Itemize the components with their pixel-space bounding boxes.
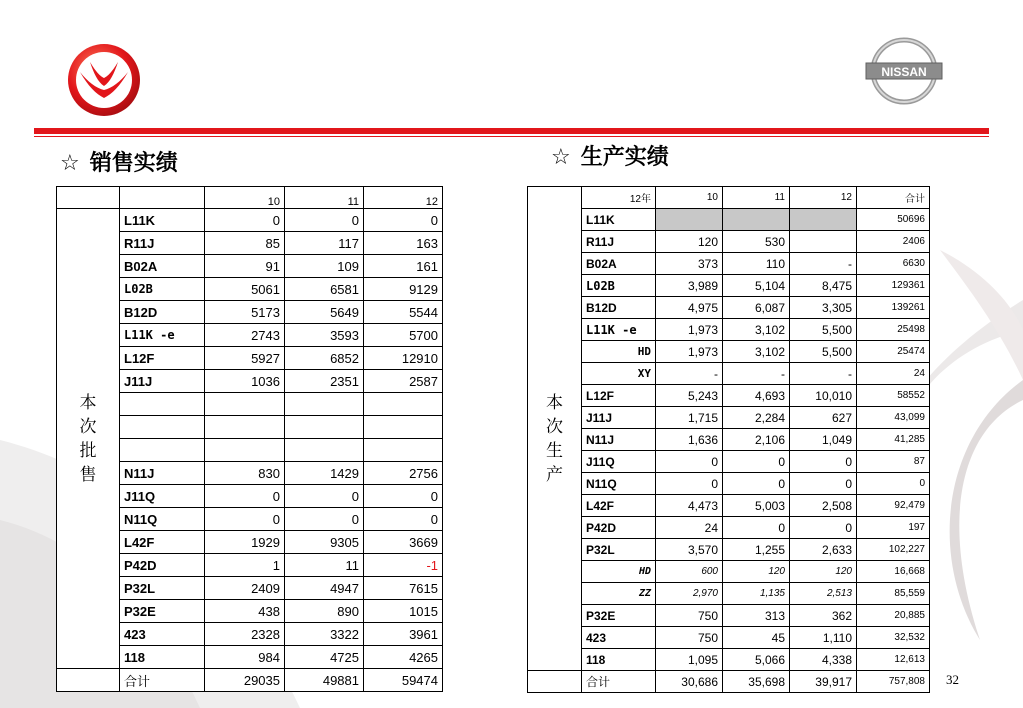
dongfeng-logo [66, 42, 142, 118]
value-cell: 59474 [364, 669, 443, 692]
value-cell: 2743 [205, 324, 285, 347]
table-row [528, 583, 930, 605]
value-cell [364, 416, 443, 439]
total-cell: 129361 [857, 275, 930, 297]
value-cell: 530 [723, 231, 790, 253]
value-cell: 91 [205, 255, 285, 278]
value-cell: 0 [205, 485, 285, 508]
total-cell: 16,668 [857, 561, 930, 583]
model-label: L11K -e [120, 324, 205, 347]
model-label: N11Q [120, 508, 205, 531]
value-cell: 0 [723, 451, 790, 473]
value-cell: 5,066 [723, 649, 790, 671]
value-cell: 4,975 [656, 297, 723, 319]
value-cell: 0 [656, 473, 723, 495]
header-cell [57, 187, 120, 209]
production-table [527, 186, 930, 693]
model-label: L42F [120, 531, 205, 554]
value-cell: 313 [723, 605, 790, 627]
model-label: L42F [582, 495, 656, 517]
value-cell [364, 439, 443, 462]
value-cell: 8,475 [790, 275, 857, 297]
table-row [528, 341, 930, 363]
table-row [528, 297, 930, 319]
value-cell: 1 [205, 554, 285, 577]
table-row [528, 561, 930, 583]
table-row [528, 319, 930, 341]
value-cell: 49881 [285, 669, 364, 692]
table-row [528, 473, 930, 495]
value-cell [205, 393, 285, 416]
value-cell: 750 [656, 627, 723, 649]
value-cell: 1,973 [656, 341, 723, 363]
nissan-logo [864, 36, 944, 106]
value-cell: 85 [205, 232, 285, 255]
value-cell: 2351 [285, 370, 364, 393]
value-cell: 110 [723, 253, 790, 275]
table-header-row [57, 187, 443, 209]
value-cell: 0 [285, 209, 364, 232]
header-red-rule [34, 128, 989, 134]
value-cell: 0 [723, 517, 790, 539]
header-cell: 12年 [582, 187, 656, 209]
side-label [528, 209, 582, 671]
value-cell [205, 439, 285, 462]
value-cell: 0 [205, 209, 285, 232]
table-row [528, 385, 930, 407]
value-cell: 2,970 [656, 583, 723, 605]
empty-cell [528, 187, 582, 209]
value-cell: 120 [790, 561, 857, 583]
value-cell: 0 [364, 209, 443, 232]
model-label: B12D [582, 297, 656, 319]
table-row [528, 429, 930, 451]
value-cell: 109 [285, 255, 364, 278]
value-cell: 3322 [285, 623, 364, 646]
side-label-char: 产 [546, 465, 563, 486]
model-label: L02B [582, 275, 656, 297]
header-cell: 10 [205, 187, 285, 209]
table-row [528, 363, 930, 385]
total-cell: 139261 [857, 297, 930, 319]
value-cell: 5649 [285, 301, 364, 324]
value-cell: 2,284 [723, 407, 790, 429]
table-row [528, 605, 930, 627]
value-cell: 4,473 [656, 495, 723, 517]
value-cell: 627 [790, 407, 857, 429]
model-label: 合计 [120, 669, 205, 692]
value-cell: 600 [656, 561, 723, 583]
side-label-char: 批 [79, 440, 97, 461]
model-label [120, 439, 205, 462]
total-cell: 50696 [857, 209, 930, 231]
value-cell: 163 [364, 232, 443, 255]
header-cell: 合计 [857, 187, 930, 209]
model-label: 423 [120, 623, 205, 646]
model-label: HD [582, 341, 656, 363]
model-label: P32L [120, 577, 205, 600]
table-row [528, 253, 930, 275]
value-cell: 24 [656, 517, 723, 539]
model-label: B02A [120, 255, 205, 278]
header-cell [120, 187, 205, 209]
value-cell: 5,003 [723, 495, 790, 517]
svg-text:NISSAN: NISSAN [881, 65, 927, 79]
value-cell: 0 [723, 473, 790, 495]
value-cell: 3,989 [656, 275, 723, 297]
value-cell: 4947 [285, 577, 364, 600]
model-label: L11K -e [582, 319, 656, 341]
header-cell: 11 [285, 187, 364, 209]
model-label: N11Q [582, 473, 656, 495]
side-label-char: 次 [546, 417, 563, 438]
total-cell: 197 [857, 517, 930, 539]
value-cell [723, 209, 790, 231]
value-cell: 5,243 [656, 385, 723, 407]
total-cell: 0 [857, 473, 930, 495]
value-cell: - [723, 363, 790, 385]
header-cell: 10 [656, 187, 723, 209]
side-label-char: 本 [79, 392, 97, 413]
total-cell: 92,479 [857, 495, 930, 517]
value-cell: 5544 [364, 301, 443, 324]
header-cell: 12 [364, 187, 443, 209]
value-cell: 0 [285, 485, 364, 508]
total-cell: 12,613 [857, 649, 930, 671]
value-cell: 3961 [364, 623, 443, 646]
model-label: ZZ [582, 583, 656, 605]
value-cell: 3669 [364, 531, 443, 554]
value-cell: 0 [790, 517, 857, 539]
value-cell: 0 [656, 451, 723, 473]
value-cell: 0 [285, 508, 364, 531]
value-cell: 0 [790, 473, 857, 495]
value-cell: 1,715 [656, 407, 723, 429]
value-cell: 362 [790, 605, 857, 627]
model-label: L12F [120, 347, 205, 370]
value-cell [790, 231, 857, 253]
header-cell: 11 [723, 187, 790, 209]
table-row [528, 209, 930, 231]
value-cell: 0 [205, 508, 285, 531]
value-cell: 39,917 [790, 671, 857, 693]
value-cell [205, 416, 285, 439]
total-cell: 20,885 [857, 605, 930, 627]
value-cell [285, 393, 364, 416]
value-cell: 161 [364, 255, 443, 278]
value-cell: 1036 [205, 370, 285, 393]
value-cell: 120 [656, 231, 723, 253]
value-cell: 12910 [364, 347, 443, 370]
total-cell: 43,099 [857, 407, 930, 429]
model-label [120, 416, 205, 439]
value-cell [285, 416, 364, 439]
model-label: 118 [120, 646, 205, 669]
value-cell: 35,698 [723, 671, 790, 693]
value-cell: 1929 [205, 531, 285, 554]
table-row [57, 209, 443, 232]
side-label [57, 209, 120, 669]
value-cell: 45 [723, 627, 790, 649]
table-row [528, 275, 930, 297]
value-cell: 1429 [285, 462, 364, 485]
sales-table [56, 186, 443, 692]
value-cell: 3,305 [790, 297, 857, 319]
value-cell: 1,255 [723, 539, 790, 561]
side-label-char: 本 [546, 393, 563, 414]
star-icon: ☆ [60, 151, 80, 176]
total-cell: 41,285 [857, 429, 930, 451]
value-cell: 6,087 [723, 297, 790, 319]
value-cell: - [790, 253, 857, 275]
value-cell: 4,338 [790, 649, 857, 671]
model-label: B02A [582, 253, 656, 275]
value-cell [364, 393, 443, 416]
table-row [528, 495, 930, 517]
value-cell: 0 [364, 508, 443, 531]
value-cell: 120 [723, 561, 790, 583]
total-cell: 24 [857, 363, 930, 385]
page-number: 32 [946, 672, 959, 687]
value-cell [656, 209, 723, 231]
value-cell: 2,513 [790, 583, 857, 605]
value-cell: 2,508 [790, 495, 857, 517]
table-row [528, 517, 930, 539]
model-label: 合计 [582, 671, 656, 693]
model-label: N11J [582, 429, 656, 451]
model-label: R11J [582, 231, 656, 253]
model-label: J11Q [582, 451, 656, 473]
side-label-char: 生 [546, 441, 563, 462]
value-cell: 984 [205, 646, 285, 669]
table-row [528, 451, 930, 473]
value-cell: 0 [364, 485, 443, 508]
side-label-char: 售 [79, 464, 97, 485]
value-cell: 3593 [285, 324, 364, 347]
header-cell: 12 [790, 187, 857, 209]
table-row [528, 407, 930, 429]
value-cell: 3,570 [656, 539, 723, 561]
value-cell: - [790, 363, 857, 385]
value-cell: 1015 [364, 600, 443, 623]
side-label-char: 次 [79, 416, 97, 437]
value-cell: 3,102 [723, 341, 790, 363]
value-cell: 5,500 [790, 319, 857, 341]
total-cell: 102,227 [857, 539, 930, 561]
total-cell: 6630 [857, 253, 930, 275]
model-label: R11J [120, 232, 205, 255]
empty-cell [528, 671, 582, 693]
value-cell: 1,049 [790, 429, 857, 451]
total-cell: 58552 [857, 385, 930, 407]
value-cell: 3,102 [723, 319, 790, 341]
value-cell: 0 [790, 451, 857, 473]
value-cell: 9305 [285, 531, 364, 554]
model-label: P32L [582, 539, 656, 561]
value-cell: 6581 [285, 278, 364, 301]
table-row [528, 671, 930, 693]
value-cell: 4265 [364, 646, 443, 669]
value-cell: 4,693 [723, 385, 790, 407]
model-label: HD [582, 561, 656, 583]
model-label: L02B [120, 278, 205, 301]
value-cell: 29035 [205, 669, 285, 692]
value-cell: 2328 [205, 623, 285, 646]
model-label: P32E [582, 605, 656, 627]
total-cell: 2406 [857, 231, 930, 253]
value-cell: 1,973 [656, 319, 723, 341]
value-cell: 2587 [364, 370, 443, 393]
value-cell: 830 [205, 462, 285, 485]
model-label: 423 [582, 627, 656, 649]
model-label: L11K [582, 209, 656, 231]
value-cell: 2,633 [790, 539, 857, 561]
value-cell: 5173 [205, 301, 285, 324]
table-row [57, 669, 443, 692]
total-cell: 87 [857, 451, 930, 473]
value-cell: 5,104 [723, 275, 790, 297]
value-cell: 30,686 [656, 671, 723, 693]
total-cell: 757,808 [857, 671, 930, 693]
total-cell: 32,532 [857, 627, 930, 649]
model-label: XY [582, 363, 656, 385]
value-cell: 890 [285, 600, 364, 623]
value-cell: 438 [205, 600, 285, 623]
table-row [528, 649, 930, 671]
value-cell: 1,636 [656, 429, 723, 451]
model-label: J11J [120, 370, 205, 393]
value-cell: 373 [656, 253, 723, 275]
value-cell: -1 [364, 554, 443, 577]
value-cell: 2,106 [723, 429, 790, 451]
model-label: L11K [120, 209, 205, 232]
total-cell: 25474 [857, 341, 930, 363]
table-row [528, 627, 930, 649]
header-thin-rule [34, 136, 989, 137]
model-label: 118 [582, 649, 656, 671]
value-cell: 7615 [364, 577, 443, 600]
value-cell: 117 [285, 232, 364, 255]
total-cell: 85,559 [857, 583, 930, 605]
value-cell: 11 [285, 554, 364, 577]
model-label: N11J [120, 462, 205, 485]
total-cell: 25498 [857, 319, 930, 341]
value-cell: 1,135 [723, 583, 790, 605]
value-cell: 1,095 [656, 649, 723, 671]
model-label: L12F [582, 385, 656, 407]
value-cell: 2756 [364, 462, 443, 485]
value-cell: 750 [656, 605, 723, 627]
value-cell: 5061 [205, 278, 285, 301]
model-label: P42D [120, 554, 205, 577]
value-cell: 1,110 [790, 627, 857, 649]
star-icon: ☆ [551, 145, 571, 170]
table-row [528, 231, 930, 253]
value-cell: 4725 [285, 646, 364, 669]
value-cell: 9129 [364, 278, 443, 301]
value-cell: 5927 [205, 347, 285, 370]
model-label [120, 393, 205, 416]
value-cell [285, 439, 364, 462]
model-label: J11Q [120, 485, 205, 508]
value-cell: 2409 [205, 577, 285, 600]
table-header-row [528, 187, 930, 209]
value-cell: 10,010 [790, 385, 857, 407]
empty-cell [57, 669, 120, 692]
model-label: P42D [582, 517, 656, 539]
model-label: J11J [582, 407, 656, 429]
table-row [528, 539, 930, 561]
model-label: P32E [120, 600, 205, 623]
sales-heading: ☆ 销售实绩 [60, 151, 178, 176]
value-cell: 5700 [364, 324, 443, 347]
value-cell [790, 209, 857, 231]
production-heading: ☆ 生产实绩 [551, 145, 669, 170]
value-cell: 6852 [285, 347, 364, 370]
value-cell: - [656, 363, 723, 385]
model-label: B12D [120, 301, 205, 324]
value-cell: 5,500 [790, 341, 857, 363]
